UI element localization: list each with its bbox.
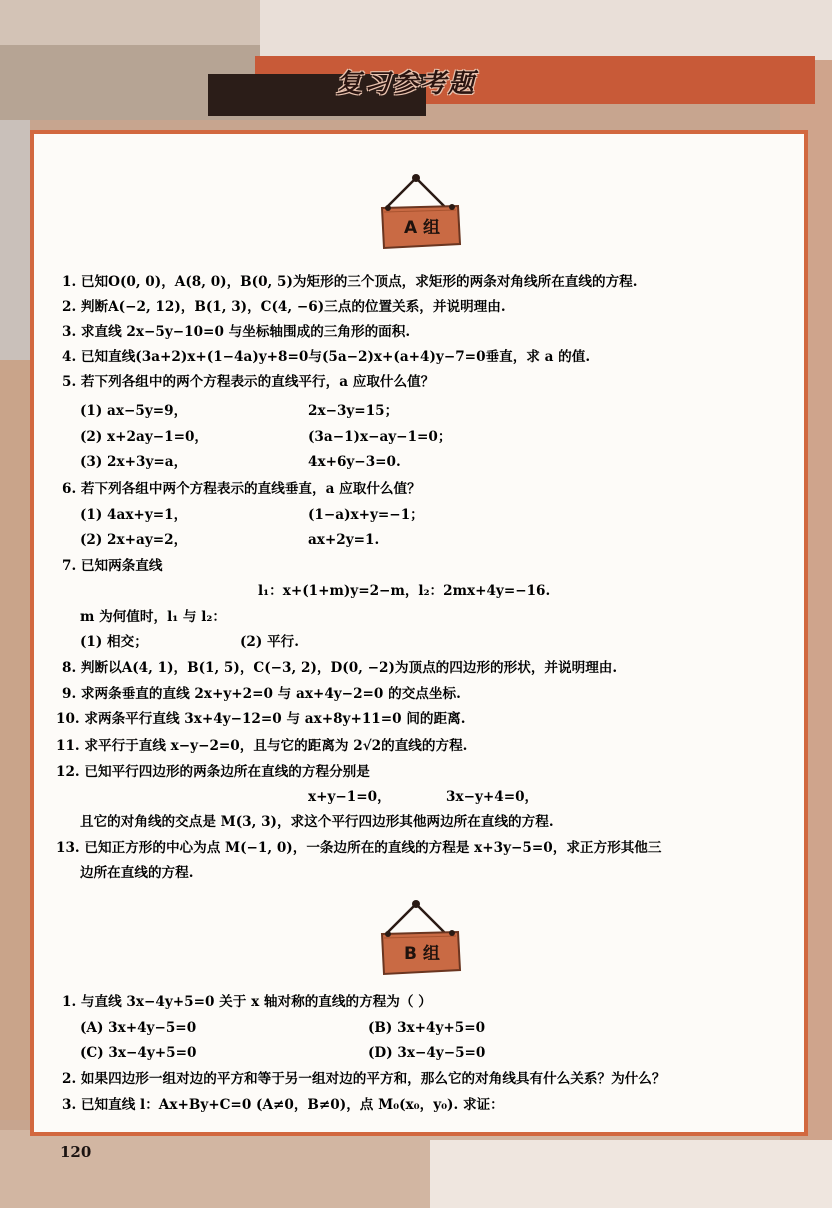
q5-option-left: (1) ax−5y=9， (80, 403, 188, 419)
q5-option-left: (2) x+2ay−1=0， (80, 429, 209, 445)
q5-option-left: (3) 2x+3y=a， (80, 454, 188, 470)
background-block (0, 0, 300, 45)
question-a10: 10. 求两条平行直线 3x+4y−12=0 与 ax+8y+11=0 间的距离. (56, 711, 466, 727)
question-a12: 12. 已知平行四边形的两条边所在直线的方程分别是 (56, 764, 370, 780)
q5-option-right: 2x−3y=15； (308, 403, 399, 419)
question-a1: 1. 已知O(0, 0)，A(8, 0)，B(0, 5)为矩形的三个顶点，求矩形的两条对角线所在直线的方程. (62, 274, 638, 290)
question-b1: 1. 与直线 3x−4y+5=0 关于 x 轴对称的直线的方程为（ ） (62, 994, 432, 1010)
q6-option-right: (1−a)x+y=−1； (308, 507, 424, 523)
page-number: 120 (60, 1143, 92, 1161)
question-a5: 5. 若下列各组中的两个方程表示的直线平行，a 应取什么值？ (62, 374, 435, 390)
q12-eq-left: x+y−1=0， (308, 789, 391, 805)
question-a13: 13. 已知正方形的中心为点 M(−1, 0)，一条边所在的直线的方程是 x+3y−5=0，求正方形其他三 (56, 840, 662, 856)
page-title: 复习参考题 (336, 69, 477, 99)
question-a3: 3. 求直线 2x−5y−10=0 与坐标轴围成的三角形的面积. (62, 324, 411, 340)
background-block (0, 360, 30, 1120)
q5-option-right: 4x+6y−3=0. (308, 454, 401, 470)
question-b3: 3. 已知直线 l：Ax+By+C=0 (A≠0，B≠0)，点 M₀(x₀，y₀). 求证： (62, 1097, 504, 1113)
background-block (0, 120, 30, 360)
question-b2: 2. 如果四边形一组对边的平方和等于另一组对边的平方和，那么它的对角线具有什么关系？为什么？ (62, 1071, 666, 1087)
q6-option-left: (2) 2x+ay=2， (80, 532, 188, 548)
q7-option-left: (1) 相交； (80, 634, 148, 650)
b1-option: (C) 3x−4y+5=0 (80, 1045, 197, 1061)
question-a9: 9. 求两条垂直的直线 2x+y+2=0 与 ax+4y−2=0 的交点坐标. (62, 686, 461, 702)
b1-option: (B) 3x+4y+5=0 (368, 1020, 486, 1036)
q7-ask: m 为何值时，l₁ 与 l₂： (80, 609, 226, 625)
question-a6: 6. 若下列各组中两个方程表示的直线垂直，a 应取什么值？ (62, 481, 421, 497)
group-a-sign (372, 172, 472, 262)
group-b-sign (372, 898, 472, 988)
question-a8: 8. 判断以A(4, 1)，B(1, 5)，C(−3, 2)，D(0, −2)为顶点的四边形的形状，并说明理由. (62, 660, 618, 676)
group-a-label: A 组 (403, 218, 441, 238)
background-block (430, 1140, 832, 1208)
q5-option-right: (3a−1)x−ay−1=0； (308, 429, 452, 445)
group-b-label: B 组 (404, 944, 440, 964)
q7-option-right: (2) 平行. (240, 634, 299, 650)
q6-option-right: ax+2y=1. (308, 532, 380, 548)
q12-eq-right: 3x−y+4=0， (446, 789, 539, 805)
question-a4: 4. 已知直线(3a+2)x+(1−4a)y+8=0与(5a−2)x+(a+4)y−7=0垂直，求 a 的值. (62, 349, 591, 365)
q12-tail: 且它的对角线的交点是 M(3, 3)，求这个平行四边形其他两边所在直线的方程. (80, 814, 554, 830)
background-block (260, 0, 832, 60)
question-a11: 11. 求平行于直线 x−y−2=0，且与它的距离为 2√2的直线的方程. (56, 738, 468, 754)
question-a7: 7. 已知两条直线 (62, 558, 163, 574)
question-a13-cont: 边所在直线的方程. (80, 865, 194, 881)
question-a2: 2. 判断A(−2, 12)，B(1, 3)，C(4, −6)三点的位置关系，并说明理由. (62, 299, 506, 315)
b1-option: (A) 3x+4y−5=0 (80, 1020, 197, 1036)
q6-option-left: (1) 4ax+y=1， (80, 507, 188, 523)
q7-equation: l₁：x+(1+m)y=2−m，l₂：2mx+4y=−16. (258, 583, 551, 599)
b1-option: (D) 3x−4y−5=0 (368, 1045, 486, 1061)
